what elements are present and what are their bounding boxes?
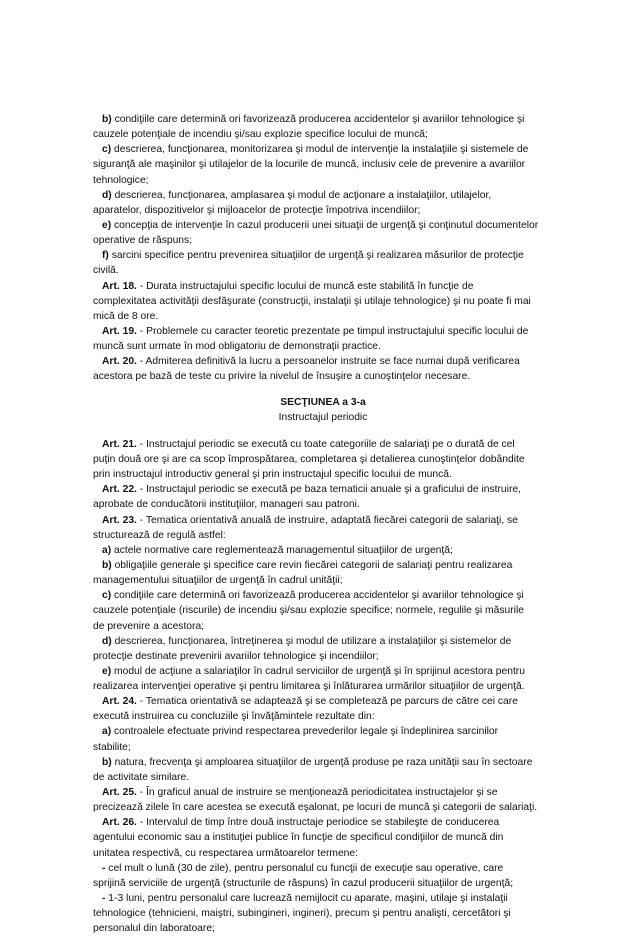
item-label: Art. 18. bbox=[102, 280, 137, 292]
item-label: Art. 22. bbox=[102, 484, 137, 496]
line-text: sarcini specifice pentru prevenirea situaţiilor de urgenţă şi realizarea măsurilor de protecţie bbox=[108, 250, 524, 262]
text-line bbox=[93, 830, 553, 845]
line-text: precizează zilele în care acestea se execută eşalonat, pe locuri de muncă şi categorii de salariaţi. bbox=[93, 802, 538, 814]
line-text: tehnologice; bbox=[93, 174, 149, 186]
item-label: Art. 25. bbox=[102, 787, 137, 799]
line-text: structurează de regulă astfel: bbox=[93, 529, 226, 541]
line-text: puţin două ore şi are ca scop împrospătarea, completarea şi detalierea cunoştinţelor dobândite bbox=[93, 453, 525, 465]
text-line bbox=[93, 724, 553, 739]
line-text: modul de acţiune a salariaţilor în cadrul serviciilor de urgenţă şi în sprijinul acestora pentru bbox=[111, 665, 525, 677]
line-text: condiţiile care determină ori favorizează producerea accidentelor şi avariilor tehnologice şi bbox=[111, 114, 525, 125]
text-line bbox=[93, 339, 553, 354]
item-label: Art. 21. bbox=[102, 438, 137, 450]
text-line bbox=[93, 543, 553, 558]
line-text: descrierea, funcţionarea, întreţinerea şi modul de utilizare a instalaţiilor şi sistemelor de bbox=[111, 635, 512, 647]
line-text: - Instructajul periodic se execută pe baza tematicii anuale şi a graficului de instruire, bbox=[136, 484, 521, 496]
text-line bbox=[93, 263, 553, 278]
line-text: controalele efectuate privind respectarea prevederilor legale şi îndeplinirea sarcinilor bbox=[111, 726, 499, 738]
item-label: Art. 26. bbox=[102, 817, 137, 829]
item-label: d) bbox=[102, 635, 112, 647]
item-label: b) bbox=[102, 756, 112, 768]
item-label: f) bbox=[102, 250, 109, 262]
line-text: prin instructajul introductiv general şi prin instructajul specific locului de muncă. bbox=[93, 469, 452, 481]
text-line bbox=[93, 921, 553, 936]
line-text: - Instructajul periodic se execută cu toate categoriile de salariaţi pe o durată de cel bbox=[136, 438, 515, 450]
text-line bbox=[93, 603, 553, 618]
line-text: obligaţiile generale şi specifice care revin fiecărei categorii de salariaţi pentru realizarea bbox=[111, 559, 513, 571]
text-line bbox=[93, 309, 553, 324]
text-line bbox=[93, 157, 553, 172]
text-line bbox=[93, 770, 553, 785]
line-text: concepţia de intervenţie în cazul producerii unei situaţii de urgenţă şi conţinutul documentelor bbox=[111, 219, 539, 231]
document-page bbox=[93, 112, 553, 936]
text-line bbox=[93, 279, 553, 294]
line-text: civilă. bbox=[93, 265, 119, 277]
line-text: natura, frecvenţa şi amploarea situaţiilor de urgenţă produse pe raza unităţii sau în sectoare bbox=[111, 756, 533, 768]
line-text: aprobate de conducătorii instituţiilor, manageri sau patroni. bbox=[93, 499, 360, 511]
text-line bbox=[93, 369, 553, 384]
section-title: SECŢIUNEA a 3-a bbox=[280, 396, 366, 408]
item-label: a) bbox=[102, 544, 112, 556]
line-text: managementului situaţiilor de urgenţă în cadrul unităţii; bbox=[93, 575, 343, 587]
text-line bbox=[93, 188, 553, 203]
text-line bbox=[93, 755, 553, 770]
text-line bbox=[93, 800, 553, 815]
line-text: de prevenire a acestora; bbox=[93, 620, 205, 632]
text-line bbox=[93, 437, 553, 452]
text-line bbox=[93, 354, 553, 369]
item-label: b) bbox=[102, 114, 112, 125]
text-line bbox=[93, 649, 553, 664]
line-text: - Tematica orientativă se adaptează şi se completează pe parcurs de către cei care bbox=[136, 696, 518, 708]
line-text: - Problemele cu caracter teoretic prezentate pe timpul instructajului specific locului de bbox=[136, 325, 529, 337]
text-line bbox=[93, 497, 553, 512]
item-label: d) bbox=[102, 189, 112, 201]
line-text: realizarea intervenţiei operative şi pentru limitarea şi înlăturarea urmărilor situaţiilor de urgenţă. bbox=[93, 681, 525, 693]
text-line bbox=[93, 558, 553, 573]
line-text: complexitatea activităţii desfăşurate (construcţii, instalaţii şi utilaje tehnologice) şi nu poate fi mai bbox=[93, 295, 531, 307]
item-label: e) bbox=[102, 665, 112, 677]
item-label: a) bbox=[102, 726, 112, 738]
item-label: Art. 20. bbox=[102, 356, 137, 368]
line-text: tehnologice (tehnicieni, maiştri, subingineri, ingineri), precum şi pentru analişti, cercetători şi bbox=[93, 908, 511, 920]
text-line bbox=[93, 891, 553, 906]
text-line bbox=[93, 619, 553, 634]
text-line bbox=[93, 528, 553, 543]
text-line bbox=[93, 815, 553, 830]
item-label: Art. 19. bbox=[102, 325, 137, 337]
item-label: e) bbox=[102, 219, 112, 231]
line-text: condiţiile care determină ori favorizează producerea accidentelor şi avariilor tehnologice şi bbox=[111, 590, 524, 602]
section-subtitle: Instructajul periodic bbox=[278, 411, 368, 423]
line-text: de activitate similare. bbox=[93, 771, 190, 783]
text-block-section-body bbox=[93, 437, 553, 936]
line-text: aparatelor, dispozitivelor şi mijloacelor de protecţie împotriva incendiilor; bbox=[93, 204, 421, 216]
line-text: protecţie destinate prevenirii avariilor tehnologice şi incendiilor; bbox=[93, 650, 379, 662]
item-label: Art. 23. bbox=[102, 514, 137, 526]
line-text: descrierea, funcţionarea, amplasarea şi modul de acţionare a instalaţiilor, utilajelor, bbox=[111, 189, 492, 201]
line-text: cauzele potenţiale de incendiu şi/sau explozie specifice locului de muncă; bbox=[93, 129, 428, 141]
text-block-before-section bbox=[93, 112, 553, 385]
line-text: - Tematica orientativă anuală de instruire, adaptată fiecărei categorii de salariaţi, se bbox=[136, 514, 518, 526]
text-line bbox=[93, 324, 553, 339]
text-line bbox=[93, 112, 553, 127]
text-line bbox=[93, 664, 553, 679]
line-text: 1-3 luni, pentru personalul care lucrează nemijlocit cu aparate, maşini, utilaje şi instalaţii bbox=[105, 893, 508, 905]
line-text: actele normative care reglementează managementul situaţiilor de urgenţă; bbox=[111, 544, 453, 556]
line-text: execută instruirea cu concluziile şi învăţămintele rezultate din: bbox=[93, 711, 375, 723]
text-line bbox=[93, 694, 553, 709]
text-line bbox=[93, 740, 553, 755]
item-label: c) bbox=[102, 144, 112, 156]
item-label: c) bbox=[102, 590, 112, 602]
line-text: unitatea respectivă, cu respectarea următoarelor termene: bbox=[93, 847, 358, 859]
text-line bbox=[93, 679, 553, 694]
text-line bbox=[93, 248, 553, 263]
line-text: operative de răspuns; bbox=[93, 235, 193, 247]
line-text: agentului economic sau a instituţiei publice în funcţie de specificul condiţiilor de muncă din bbox=[93, 832, 504, 844]
text-line bbox=[93, 573, 553, 588]
item-label: - bbox=[102, 862, 106, 874]
text-line bbox=[93, 452, 553, 467]
text-line bbox=[93, 482, 553, 497]
line-text: muncă sunt urmate în mod obligatoriu de demonstraţii practice. bbox=[93, 341, 381, 353]
text-line bbox=[93, 203, 553, 218]
line-text: cel mult o lună (30 de zile), pentru personalul cu funcţii de execuţie sau operative, care bbox=[105, 862, 504, 874]
text-line bbox=[93, 127, 553, 142]
line-text: sprijină serviciile de urgenţă (structurile de răspuns) în cazul producerii situaţiilor de urgenţă; bbox=[93, 877, 514, 889]
text-line bbox=[93, 634, 553, 649]
text-line bbox=[93, 218, 553, 233]
line-text: - În graficul anual de instruire se menţionează periodicitatea instructajelor şi se bbox=[136, 787, 498, 799]
line-text: - Intervalul de timp între două instructaje periodice se stabileşte de conducerea bbox=[136, 817, 500, 829]
line-text: - Durata instructajului specific locului de muncă este stabilită în funcţie de bbox=[136, 280, 474, 292]
line-text: mică de 8 ore. bbox=[93, 310, 159, 322]
line-text: descrierea, funcţionarea, monitorizarea şi modul de intervenţie la instalaţiile şi sistemele de bbox=[111, 144, 529, 156]
text-line bbox=[93, 846, 553, 861]
item-label: Art. 24. bbox=[102, 696, 137, 708]
text-line bbox=[93, 906, 553, 921]
text-line bbox=[93, 785, 553, 800]
text-line bbox=[93, 173, 553, 188]
line-text: acestora pe bază de teste cu privire la nivelul de însuşire a cunoştinţelor necesare. bbox=[93, 371, 471, 383]
text-line bbox=[93, 588, 553, 603]
text-line bbox=[93, 513, 553, 528]
line-text: stabilite; bbox=[93, 741, 131, 753]
text-line bbox=[93, 876, 553, 891]
text-line bbox=[93, 142, 553, 157]
text-line bbox=[93, 467, 553, 482]
text-line bbox=[93, 233, 553, 248]
line-text: cauzele potenţiale (riscurile) de incendiu şi/sau explozie specifice; normele, regulile şi măsurile bbox=[93, 605, 524, 617]
text-line bbox=[93, 861, 553, 876]
line-text: siguranţă ale maşinilor şi utilajelor de la locurile de muncă, inclusiv cele de prevenire a avariilor bbox=[93, 159, 526, 171]
line-text: - Admiterea definitivă la lucru a persoanelor instruite se face numai după verificarea bbox=[136, 356, 520, 368]
line-text: personalul din laboratoare; bbox=[93, 923, 215, 935]
text-line bbox=[93, 709, 553, 724]
text-line bbox=[93, 294, 553, 309]
item-label: - bbox=[102, 893, 106, 905]
item-label: b) bbox=[102, 559, 112, 571]
